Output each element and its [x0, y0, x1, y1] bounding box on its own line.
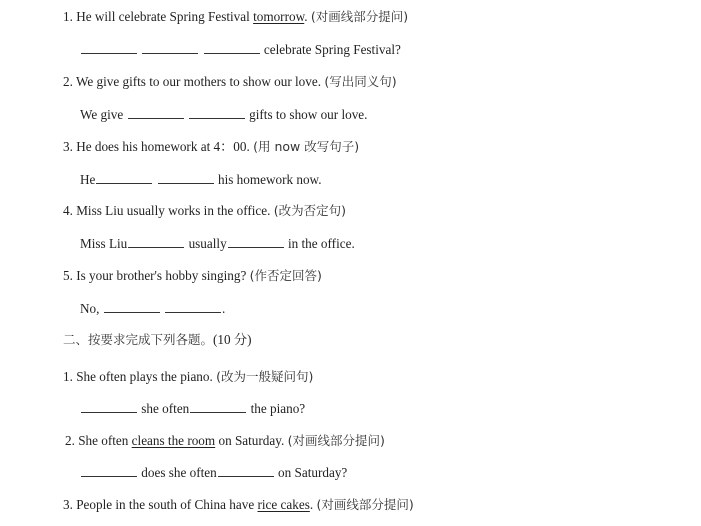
answer-blank[interactable]	[104, 312, 160, 313]
answer-1-1	[80, 42, 401, 58]
question-number: 1.	[63, 9, 73, 24]
answer-text: Miss Liu	[80, 236, 128, 251]
answer-blank[interactable]	[128, 118, 184, 119]
instruction: (写出同义句)	[324, 74, 397, 89]
answer-1-5	[80, 301, 225, 317]
question-text: People in the south of China have	[76, 497, 258, 512]
question-1-1	[63, 9, 408, 25]
answer-blank[interactable]	[228, 247, 284, 248]
instruction: (对画线部分提问)	[310, 9, 409, 24]
question-1-3	[63, 139, 359, 155]
question-text: He will celebrate Spring Festival	[76, 9, 254, 24]
answer-blank[interactable]	[204, 53, 260, 54]
answer-blank[interactable]	[142, 53, 198, 54]
underlined-phrase: rice cakes	[257, 497, 310, 512]
answer-text: usually	[185, 236, 227, 251]
answer-blank[interactable]	[165, 312, 221, 313]
question-number: 1.	[63, 369, 73, 384]
question-1-2	[63, 74, 397, 90]
answer-blank[interactable]	[218, 476, 274, 477]
answer-blank[interactable]	[128, 247, 184, 248]
question-number: 2.	[63, 74, 73, 89]
question-text: She often	[78, 433, 132, 448]
question-text: We give gifts to our mothers to show our love.	[75, 74, 325, 89]
section-heading	[63, 332, 251, 348]
underlined-phrase: tomorrow	[253, 9, 305, 24]
answer-text: does she often	[138, 465, 217, 480]
instruction: (对画线部分提问)	[316, 497, 414, 512]
answer-blank[interactable]	[158, 183, 214, 184]
answer-blank[interactable]	[96, 183, 152, 184]
answer-blank[interactable]	[81, 412, 137, 413]
question-text-end: .	[304, 9, 311, 24]
answer-text: she often	[138, 401, 190, 416]
answer-text: We give	[80, 107, 127, 122]
question-1-5	[63, 268, 322, 284]
answer-blank[interactable]	[189, 118, 245, 119]
question-text-end: .	[309, 497, 317, 512]
question-number: 3.	[63, 497, 73, 512]
section-points: (10 分)	[213, 332, 252, 347]
answer-text: in the office.	[284, 236, 355, 251]
question-number: 3.	[63, 139, 73, 154]
answer-1-3	[80, 172, 322, 188]
question-text: Miss Liu usually works in the office.	[76, 203, 274, 218]
answer-text: his homework now.	[214, 172, 322, 187]
instruction: (改为一般疑问句)	[216, 369, 314, 384]
question-number: 2.	[65, 433, 75, 448]
answer-text: .	[222, 301, 226, 316]
question-text: Is your brother's hobby singing?	[76, 268, 250, 283]
answer-blank[interactable]	[81, 53, 137, 54]
answer-2-2	[80, 465, 347, 481]
question-2-3	[63, 497, 414, 513]
answer-text: No,	[80, 301, 103, 316]
instruction: (改为否定句)	[273, 203, 347, 218]
answer-text: He	[80, 172, 96, 187]
answer-2-1	[80, 401, 305, 417]
instruction: (用 now 改写句子)	[253, 139, 360, 154]
question-2-1	[63, 369, 313, 385]
instruction: (对画线部分提问)	[287, 433, 385, 448]
answer-blank[interactable]	[81, 476, 137, 477]
question-2-2	[65, 433, 385, 449]
question-text: He does his homework at 4：00.	[76, 139, 254, 154]
question-number: 4.	[63, 203, 73, 218]
answer-1-4	[80, 236, 355, 252]
answer-text: celebrate Spring Festival?	[260, 42, 401, 57]
question-1-4	[63, 203, 346, 219]
answer-blank[interactable]	[190, 412, 246, 413]
answer-text: gifts to show our love.	[245, 107, 368, 122]
section-title: 二、按要求完成下列各题。	[63, 332, 214, 347]
question-text-end: on Saturday.	[215, 433, 288, 448]
question-number: 5.	[63, 268, 73, 283]
answer-text: the piano?	[247, 401, 306, 416]
answer-1-2	[80, 107, 367, 123]
instruction: (作否定回答)	[249, 268, 322, 283]
underlined-phrase: cleans the room	[131, 433, 216, 448]
answer-text: on Saturday?	[274, 465, 348, 480]
question-text: She often plays the piano.	[76, 369, 217, 384]
